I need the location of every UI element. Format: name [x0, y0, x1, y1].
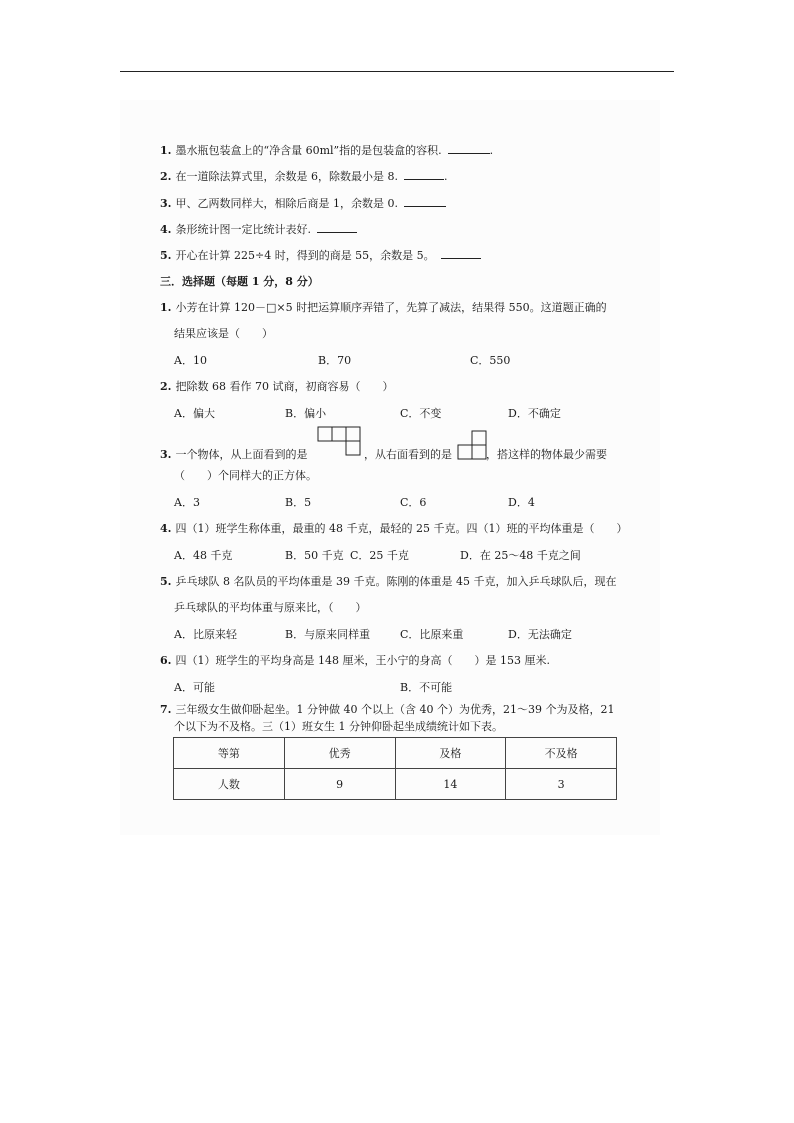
top-view-figure-icon [317, 426, 363, 458]
q5-option-b[interactable]: B．与原来同样重 [285, 628, 371, 641]
q3-option-a[interactable]: A．3 [174, 496, 200, 509]
q3-option-c[interactable]: C．6 [400, 496, 427, 509]
q2-option-a[interactable]: A．偏大 [174, 407, 215, 420]
section-title: 三．选择题（每题 1 分，8 分） [160, 275, 319, 288]
table-cell: 人数 [174, 769, 285, 800]
q6-option-b[interactable]: B．不可能 [400, 681, 453, 694]
q6-option-a[interactable]: A．可能 [174, 681, 215, 694]
table-header-cell: 不及格 [506, 738, 617, 769]
table-row [174, 738, 617, 769]
q1-option-a[interactable]: A．10 [174, 354, 207, 367]
table-cell: 3 [506, 769, 617, 800]
q4-option-c[interactable]: C．25 千克 [350, 549, 409, 562]
q5-option-c[interactable]: C．比原来重 [400, 628, 464, 641]
table-cell: 9 [284, 769, 395, 800]
q2-line: 2. 把除数 68 看作 70 试商，初商容易（ ） [160, 380, 394, 393]
q7-line2: 个以下为不及格。三（1）班女生 1 分钟仰卧起坐成绩统计如下表。 [174, 720, 503, 733]
q1-line1: 1. 小芳在计算 120－□×5 时把运算顺序弄错了，先算了减法，结果得 550。这道题正确的 [160, 301, 607, 314]
q3-part2: ，从右面看到的是 [364, 448, 452, 461]
answer-blank[interactable] [404, 196, 446, 207]
q4-option-a[interactable]: A．48 千克 [174, 549, 233, 562]
answer-blank[interactable] [448, 143, 490, 154]
q5-line2: 乒乓球队的平均体重与原来比，（ ） [174, 601, 367, 614]
q2-option-c[interactable]: C．不变 [400, 407, 442, 420]
judge-item-3: 3. 甲、乙两数同样大，相除后商是 1，余数是 0. [160, 196, 446, 211]
header-rule [120, 71, 674, 72]
q1-option-c[interactable]: C．550 [470, 354, 511, 367]
q1-line2: 结果应该是（ ） [174, 327, 273, 340]
q6-line: 6. 四（1）班学生的平均身高是 148 厘米，王小宁的身高（ ）是 153 厘米. [160, 654, 550, 667]
q4-option-b[interactable]: B．50 千克 [285, 549, 344, 562]
table-header-cell: 及格 [395, 738, 506, 769]
q5-line1: 5. 乒乓球队 8 名队员的平均体重是 39 千克。陈刚的体重是 45 千克，加入乒乓球队后，现在 [160, 575, 617, 588]
q2-option-d[interactable]: D．不确定 [508, 407, 561, 420]
q5-option-a[interactable]: A．比原来轻 [174, 628, 237, 641]
q4-line: 4. 四（1）班学生称体重，最重的 48 千克，最轻的 25 千克。四（1）班的平均体重是（ ） [160, 522, 628, 535]
answer-blank[interactable] [441, 248, 481, 259]
judge-item-5: 5. 开心在计算 225÷4 时，得到的商是 55，余数是 5。 [160, 248, 481, 263]
table-header-cell: 优秀 [284, 738, 395, 769]
q7-line1: 7. 三年级女生做仰卧起坐。1 分钟做 40 个以上（含 40 个）为优秀，21～39 个为及格，21 [160, 703, 615, 716]
table-row [174, 769, 617, 800]
judge-item-2: 2. 在一道除法算式里，余数是 6，除数最小是 8. . [160, 170, 448, 183]
q3-option-d[interactable]: D．4 [508, 496, 535, 509]
table-cell: 14 [395, 769, 506, 800]
q3-line1: 3. 一个物体，从上面看到的是 [160, 448, 308, 461]
q4-option-d[interactable]: D．在 25～48 千克之间 [460, 549, 581, 562]
answer-blank[interactable] [404, 169, 444, 180]
judge-item-1: 1. 墨水瓶包装盒上的“净含量 60ml”指的是包装盒的容积. . [160, 144, 494, 157]
right-view-figure-icon [457, 430, 489, 462]
answer-blank[interactable] [317, 222, 357, 233]
judge-item-4: 4. 条形统计图一定比统计表好. [160, 222, 357, 237]
q5-option-d[interactable]: D．无法确定 [508, 628, 572, 641]
q3-part3: ，搭这样的物体最少需要 [486, 448, 607, 461]
q3-line2: （ ）个同样大的正方体。 [174, 469, 317, 482]
score-table [173, 737, 617, 800]
q1-option-b[interactable]: B．70 [318, 354, 352, 367]
q3-option-b[interactable]: B．5 [285, 496, 312, 509]
table-header-cell: 等第 [174, 738, 285, 769]
q2-option-b[interactable]: B．偏小 [285, 407, 327, 420]
